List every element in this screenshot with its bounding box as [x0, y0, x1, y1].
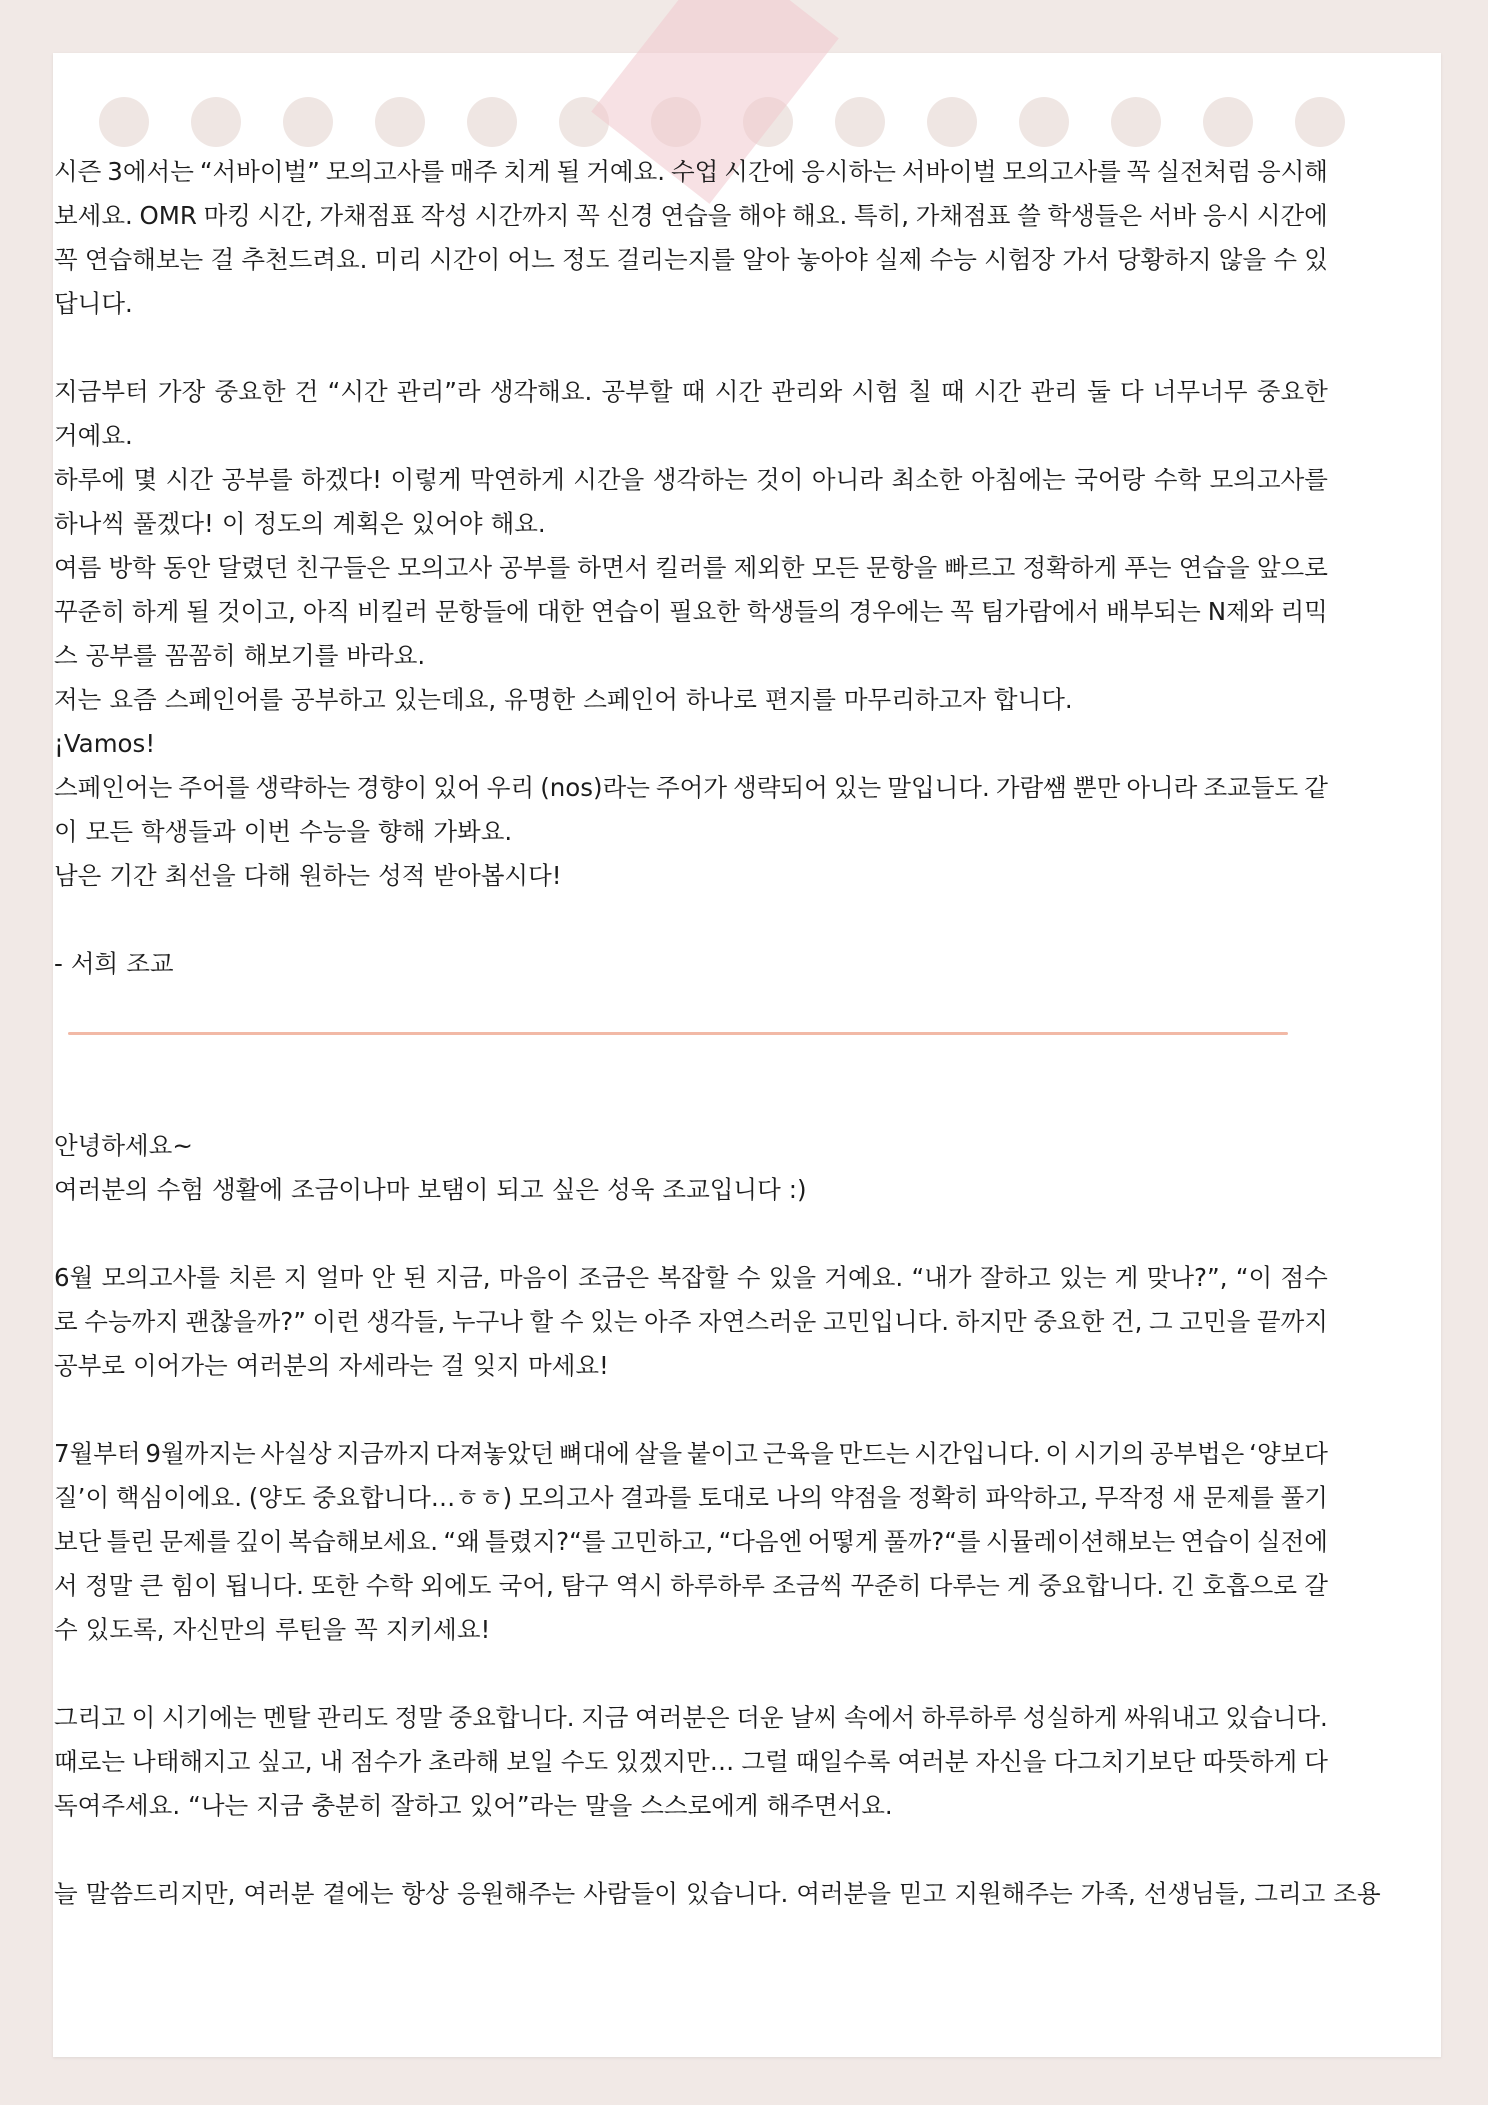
paragraph-gap — [54, 1388, 1328, 1432]
text-line: 7월부터 9월까지는 사실상 지금까지 다져놓았던 뼈대에 살을 붙이고 근육을 만드는 시간입니다. 이 시기의 공부법은 ‘양보다 — [54, 1439, 1328, 1468]
letter-section — [54, 150, 1328, 986]
text-line: 여러분의 수험 생활에 조금이나마 보탬이 되고 싶은 성욱 조교입니다 :) — [54, 1175, 807, 1204]
paragraph-gap — [54, 1652, 1328, 1696]
text-line: 6월 모의고사를 치른 지 얼마 안 된 지금, 마음이 조금은 복잡할 수 있을 거예요. “내가 잘하고 있는 게 맞나?”, “이 점수 — [54, 1263, 1328, 1292]
text-line: 서 정말 큰 힘이 됩니다. 또한 수학 외에도 국어, 탐구 역시 하루하루 조금씩 꾸준히 다루는 게 중요합니다. 긴 호흡으로 갈 — [54, 1571, 1328, 1600]
binding-hole — [927, 97, 977, 147]
text-line: 스 공부를 꼼꼼히 해보기를 바라요. — [54, 641, 426, 670]
paragraph-gap — [54, 1828, 1328, 1872]
text-line: 그리고 이 시기에는 멘탈 관리도 정말 중요합니다. 지금 여러분은 더운 날씨 속에서 하루하루 성실하게 싸워내고 있습니다. — [54, 1703, 1328, 1732]
text-line: 여름 방학 동안 달렸던 친구들은 모의고사 공부를 하면서 킬러를 제외한 모든 문항을 빠르고 정확하게 푸는 연습을 앞으로 — [54, 553, 1328, 582]
text-line: 꾸준히 하게 될 것이고, 아직 비킬러 문항들에 대한 연습이 필요한 학생들의 경우에는 꼭 팀가람에서 배부되는 N제와 리믹 — [54, 597, 1328, 626]
letter-body — [54, 150, 1381, 1916]
paragraph-gap — [54, 1212, 1328, 1256]
text-line: 안녕하세요~ — [54, 1131, 193, 1160]
binding-hole — [1295, 97, 1345, 147]
text-line: 보세요. OMR 마킹 시간, 가채점표 작성 시간까지 꼭 신경 연습을 해야 해요. 특히, 가채점표 쓸 학생들은 서바 응시 시간에 — [54, 201, 1328, 230]
text-line: 거예요. — [54, 421, 133, 450]
text-line: 하나씩 풀겠다! 이 정도의 계획은 있어야 해요. — [54, 509, 546, 538]
text-line: 하루에 몇 시간 공부를 하겠다! 이렇게 막연하게 시간을 생각하는 것이 아니라 최소한 아침에는 국어랑 수학 모의고사를 — [54, 465, 1328, 494]
section-divider — [54, 986, 1328, 1124]
binding-hole — [1203, 97, 1253, 147]
text-line: 저는 요즘 스페인어를 공부하고 있는데요, 유명한 스페인어 하나로 편지를 마무리하고자 합니다. — [54, 685, 1073, 714]
text-line: 늘 말씀드리지만, 여러분 곁에는 항상 응원해주는 사람들이 있습니다. 여러분을 믿고 지원해주는 가족, 선생님들, 그리고 조용 — [54, 1879, 1381, 1908]
text-line: 보단 틀린 문제를 깊이 복습해보세요. “왜 틀렸지?“를 고민하고, “다음엔 어떻게 풀까?“를 시뮬레이션해보는 연습이 실전에 — [54, 1527, 1328, 1556]
text-line: ¡Vamos! — [54, 729, 156, 758]
divider-line — [68, 1032, 1288, 1035]
binding-hole — [467, 97, 517, 147]
text-line: 때로는 나태해지고 싶고, 내 점수가 초라해 보일 수도 있겠지만… 그럴 때일수록 여러분 자신을 다그치기보단 따뜻하게 다 — [54, 1747, 1328, 1776]
binding-hole — [1111, 97, 1161, 147]
text-line: 시즌 3에서는 “서바이벌” 모의고사를 매주 치게 될 거예요. 수업 시간에 응시하는 서바이벌 모의고사를 꼭 실전처럼 응시해 — [54, 157, 1328, 186]
text-line: 답니다. — [54, 289, 133, 318]
text-line: 독여주세요. “나는 지금 충분히 잘하고 있어”라는 말을 스스로에게 해주면서요. — [54, 1791, 893, 1820]
text-line: 이 모든 학생들과 이번 수능을 향해 가봐요. — [54, 817, 513, 846]
binding-hole — [1019, 97, 1069, 147]
text-line: 수 있도록, 자신만의 루틴을 꼭 지키세요! — [54, 1615, 491, 1644]
binding-hole — [99, 97, 149, 147]
text-line: 남은 기간 최선을 다해 원하는 성적 받아봅시다! — [54, 861, 562, 890]
binding-hole — [375, 97, 425, 147]
text-line: 스페인어는 주어를 생략하는 경향이 있어 우리 (nos)라는 주어가 생략되어 있는 말입니다. 가람쌤 뿐만 아니라 조교들도 같 — [54, 773, 1328, 802]
text-line: 지금부터 가장 중요한 건 “시간 관리”라 생각해요. 공부할 때 시간 관리와 시험 칠 때 시간 관리 둘 다 너무너무 중요한 — [54, 377, 1328, 406]
text-line: - 서희 조교 — [54, 949, 174, 978]
paragraph-gap — [54, 326, 1328, 370]
binding-hole — [191, 97, 241, 147]
binding-hole — [283, 97, 333, 147]
text-line: 로 수능까지 괜찮을까?” 이런 생각들, 누구나 할 수 있는 아주 자연스러운 고민입니다. 하지만 중요한 건, 그 고민을 끝까지 — [54, 1307, 1328, 1336]
paragraph-gap — [54, 898, 1328, 942]
binding-hole — [835, 97, 885, 147]
text-line: 꼭 연습해보는 걸 추천드려요. 미리 시간이 어느 정도 걸리는지를 알아 놓아야 실제 수능 시험장 가서 당황하지 않을 수 있 — [54, 245, 1328, 274]
text-line: 질’이 핵심이에요. (양도 중요합니다…ㅎㅎ) 모의고사 결과를 토대로 나의 약점을 정확히 파악하고, 무작정 새 문제를 풀기 — [54, 1483, 1328, 1512]
text-line: 공부로 이어가는 여러분의 자세라는 걸 잊지 마세요! — [54, 1351, 609, 1380]
letter-section — [54, 1124, 1381, 1916]
